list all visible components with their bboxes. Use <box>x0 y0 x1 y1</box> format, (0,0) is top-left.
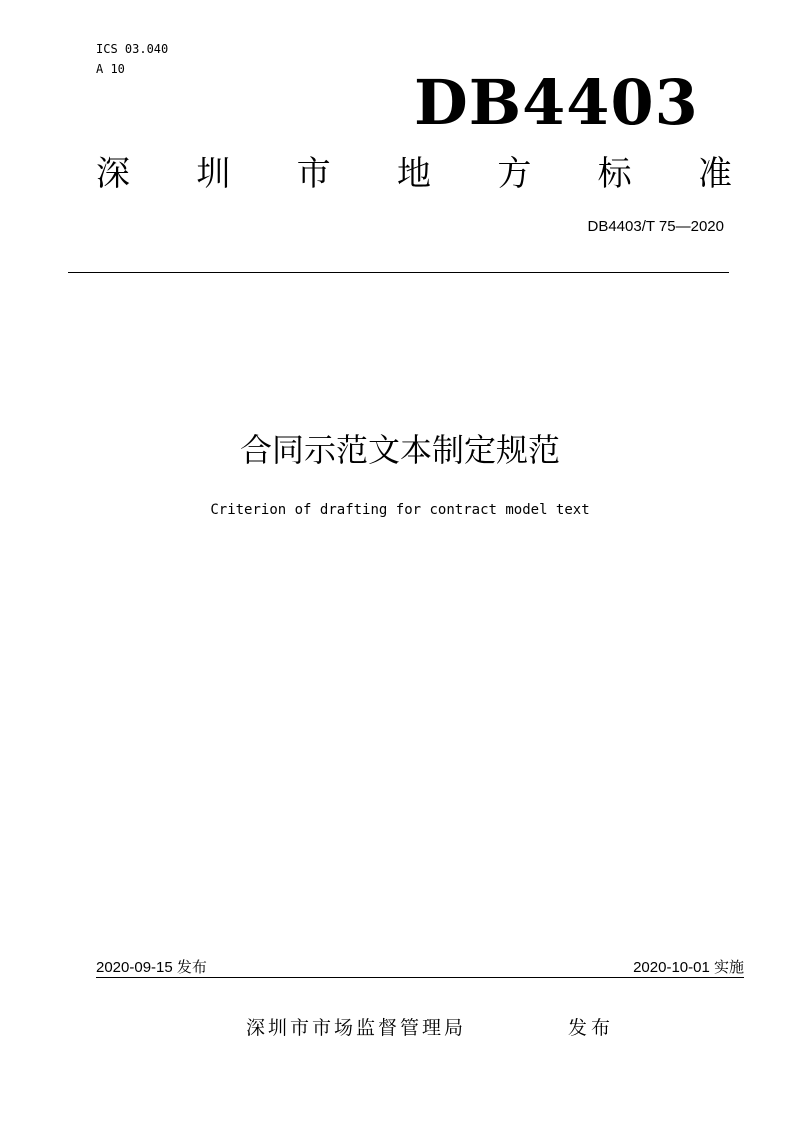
footer-divider <box>96 977 744 978</box>
standard-type-char: 深 <box>96 154 130 194</box>
publish-label: 发布 <box>568 1017 615 1039</box>
implement-date: 2020-10-01 实施 <box>633 959 744 976</box>
standard-type-char: 准 <box>697 154 732 194</box>
standard-type-heading <box>96 152 732 196</box>
standard-type-char: 方 <box>497 154 532 194</box>
document-title-english: Criterion of drafting for contract model text <box>210 502 590 518</box>
header-divider <box>68 272 729 273</box>
standard-type-char: 圳 <box>196 154 231 194</box>
standard-type-char: 市 <box>296 154 331 194</box>
standard-type-char: 标 <box>597 154 632 194</box>
standard-type-char: 地 <box>396 154 431 194</box>
standard-mark: DB4403 <box>414 66 699 139</box>
publish-date: 2020-09-15 发布 <box>96 959 207 976</box>
publisher-name: 深圳市市场监督管理局 <box>246 1017 467 1039</box>
classification-code: A 10 <box>96 62 125 76</box>
standard-number: DB4403/T 75—2020 <box>587 218 724 235</box>
document-title-chinese: 合同示范文本制定规范 <box>239 431 560 469</box>
ics-code: ICS 03.040 <box>96 42 169 56</box>
